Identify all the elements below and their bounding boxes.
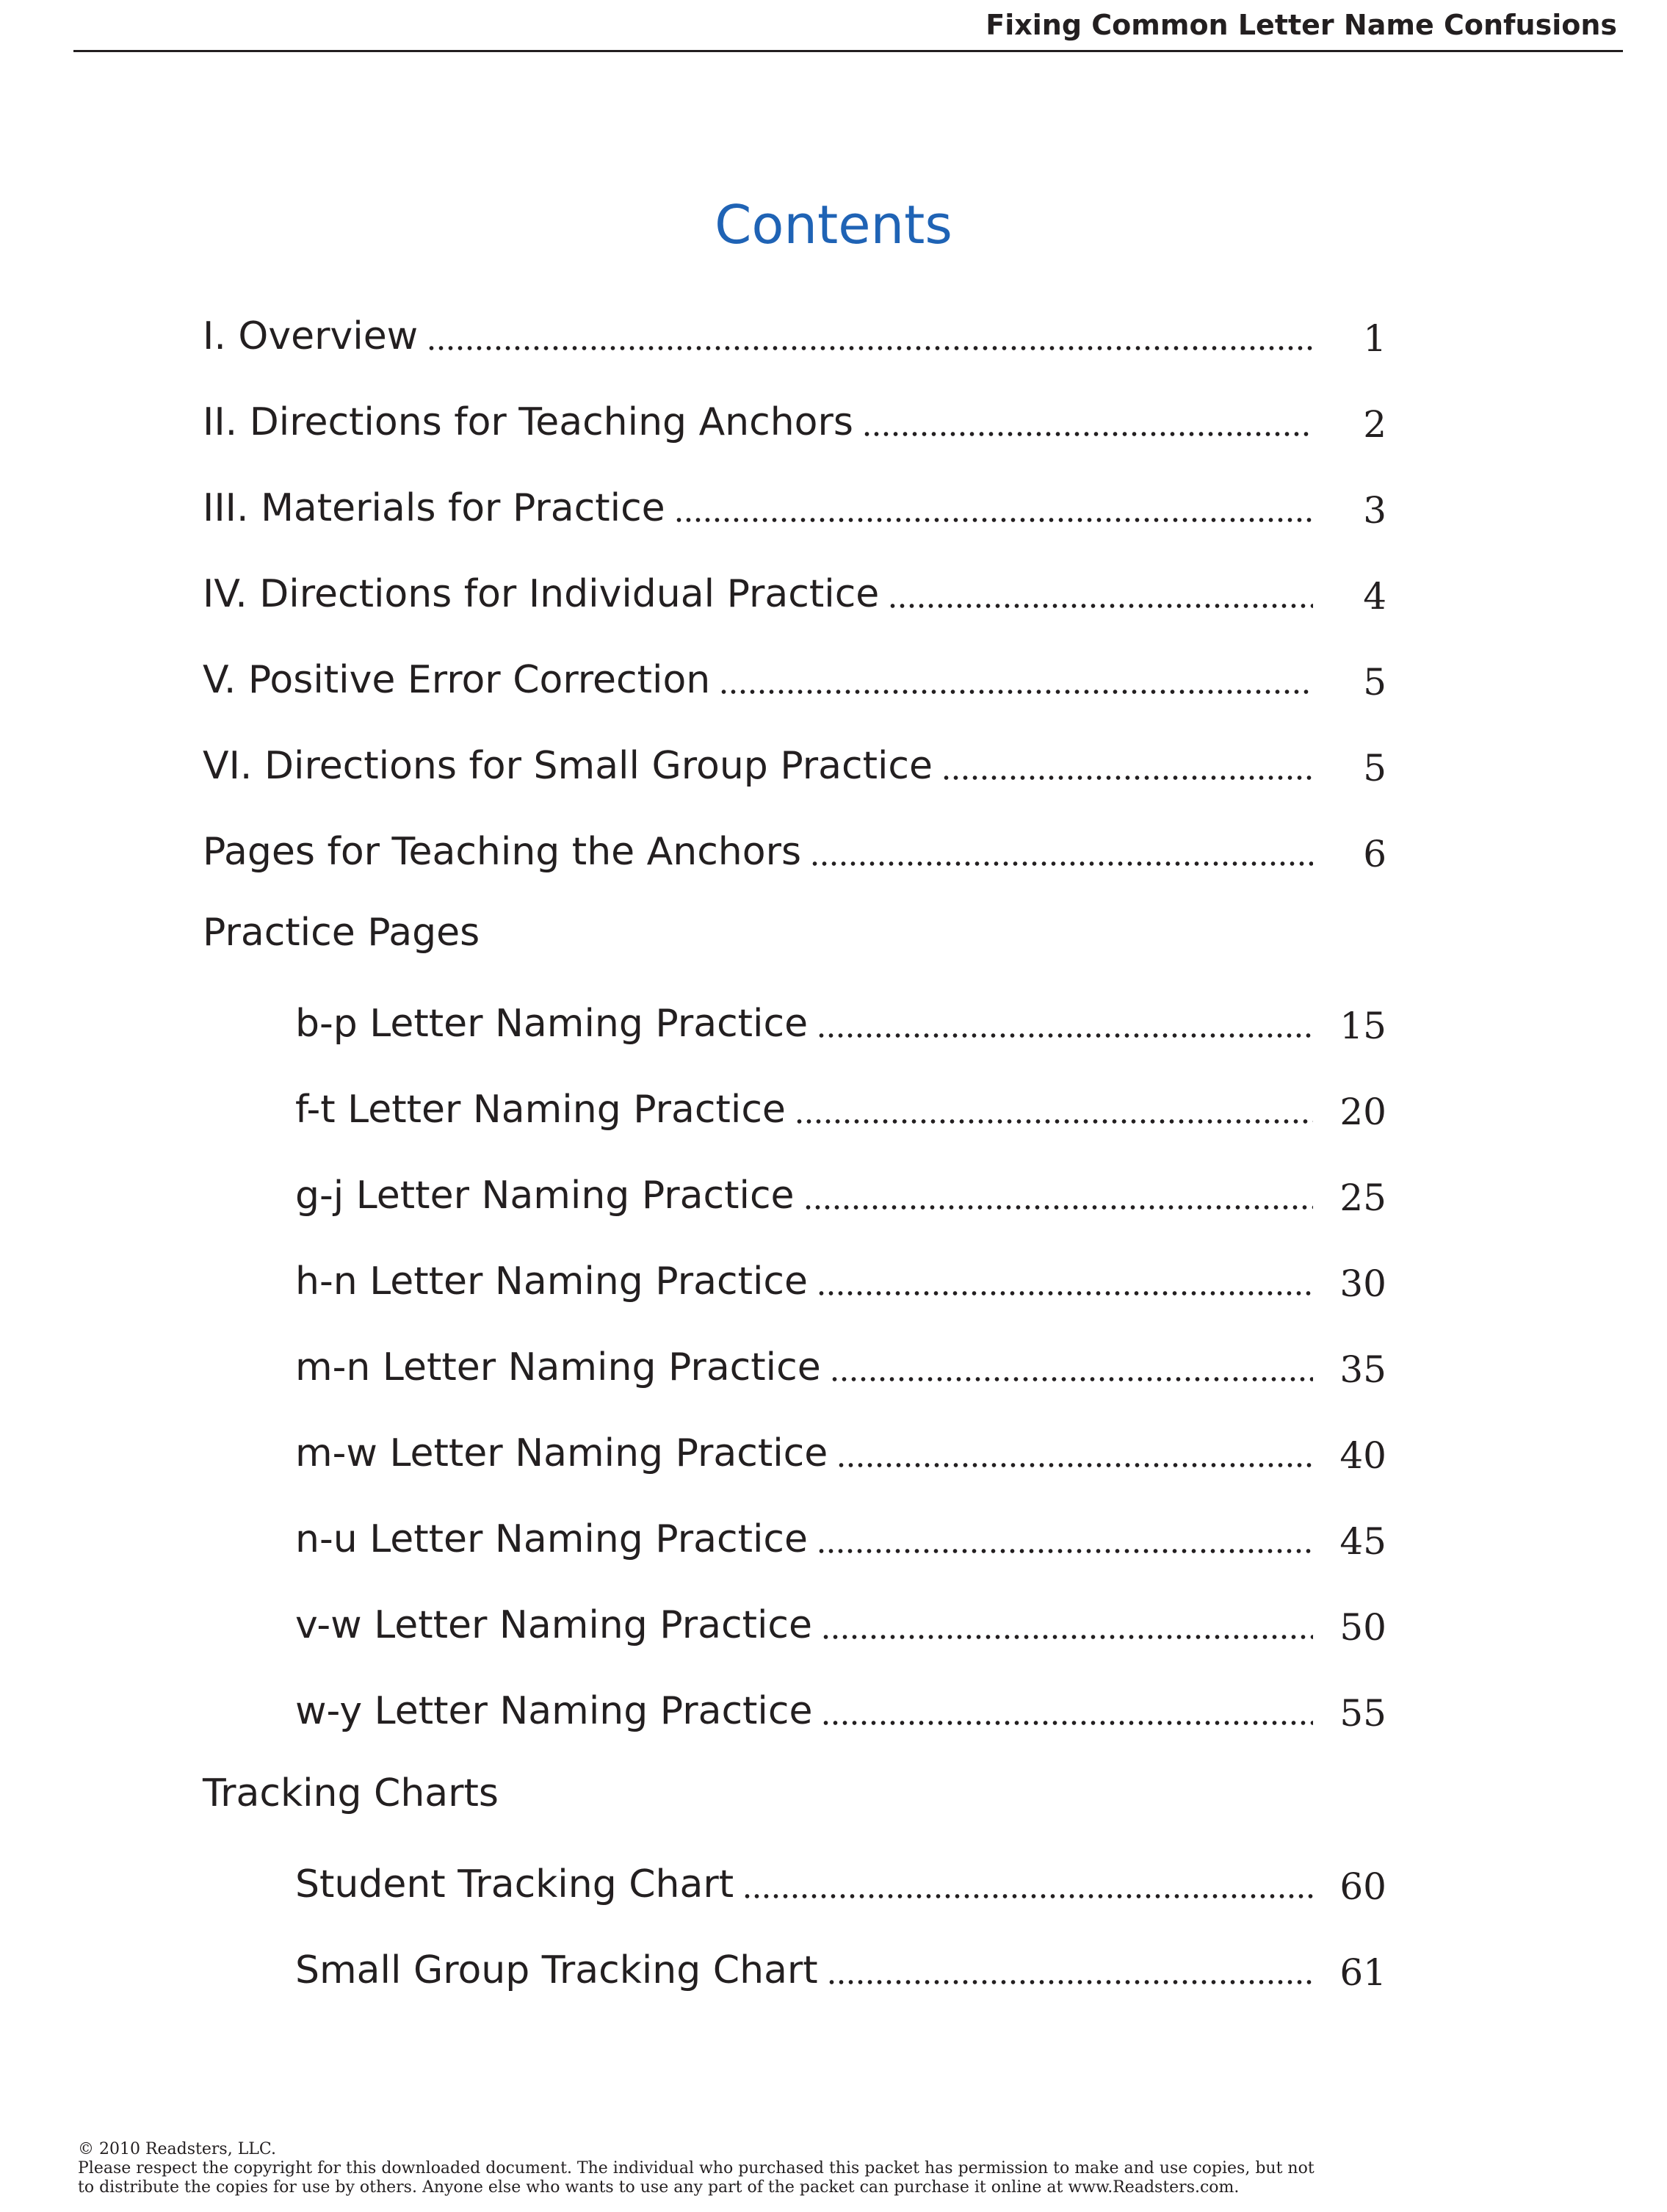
toc-entry-page: 5: [1363, 747, 1386, 789]
header-title: Fixing Common Letter Name Confusions: [986, 9, 1617, 41]
toc-entry-gj[interactable]: [295, 1160, 1386, 1219]
toc-entry-teaching-pages[interactable]: [203, 817, 1386, 875]
toc-entry-label: VI. Directions for Small Group Practice: [203, 744, 933, 788]
toc-dot-leader: [821, 1634, 1313, 1640]
toc-entry-page: 55: [1339, 1692, 1386, 1735]
toc-entry-bp[interactable]: [295, 988, 1386, 1047]
page-title: Contents: [715, 194, 952, 256]
toc-heading-practice: Practice Pages: [203, 911, 480, 955]
toc-dot-leader: [674, 517, 1313, 523]
toc-dot-leader: [817, 1290, 1313, 1296]
toc-entry-label: g-j Letter Naming Practice: [295, 1174, 795, 1218]
toc-dot-leader: [810, 861, 1313, 867]
toc-dot-leader: [817, 1033, 1313, 1038]
toc-dot-leader: [888, 603, 1313, 609]
toc-entry-error-correction[interactable]: [203, 645, 1386, 704]
toc-entry-small-group[interactable]: [203, 731, 1386, 789]
toc-entry-page: 6: [1363, 833, 1386, 875]
toc-dot-leader: [830, 1376, 1313, 1382]
toc-entry-page: 60: [1339, 1865, 1386, 1908]
toc-entry-label: IV. Directions for Individual Practice: [203, 572, 880, 616]
toc-entry-page: 2: [1363, 403, 1386, 446]
toc-entry-page: 45: [1339, 1520, 1386, 1563]
toc-entry-materials[interactable]: [203, 473, 1386, 532]
toc-entry-page: 1: [1363, 317, 1386, 360]
toc-entry-page: 40: [1339, 1434, 1386, 1477]
toc-entry-page: 15: [1339, 1005, 1386, 1047]
toc-entry-label: w-y Letter Naming Practice: [295, 1689, 813, 1733]
toc-entry-label: Pages for Teaching the Anchors: [203, 830, 802, 874]
toc-entry-mw[interactable]: [295, 1418, 1386, 1477]
toc-entry-label: Small Group Tracking Chart: [295, 1948, 818, 1992]
toc-entry-page: 35: [1339, 1348, 1386, 1391]
toc-entry-page: 25: [1339, 1177, 1386, 1219]
toc-entry-page: 3: [1363, 489, 1386, 532]
toc-entry-label: n-u Letter Naming Practice: [295, 1517, 808, 1561]
toc-entry-page: 50: [1339, 1606, 1386, 1649]
toc-dot-leader: [817, 1548, 1313, 1554]
toc-dot-leader: [719, 689, 1313, 695]
toc-dot-leader: [836, 1462, 1313, 1468]
toc-entry-label: v-w Letter Naming Practice: [295, 1603, 812, 1647]
toc-entry-page: 5: [1363, 661, 1386, 704]
toc-entry-overview[interactable]: [203, 301, 1386, 360]
toc-entry-label: f-t Letter Naming Practice: [295, 1088, 786, 1132]
toc-dot-leader: [941, 775, 1313, 781]
toc-entry-label: III. Materials for Practice: [203, 486, 665, 530]
toc-entry-page: 30: [1339, 1262, 1386, 1305]
toc-entry-wy[interactable]: [295, 1676, 1386, 1735]
page-footer: [78, 2140, 1444, 2197]
toc-entry-vw[interactable]: [295, 1590, 1386, 1649]
toc-dot-leader: [862, 431, 1313, 437]
toc-entry-label: b-p Letter Naming Practice: [295, 1002, 809, 1046]
toc-dot-leader: [795, 1118, 1313, 1124]
toc-entry-mn[interactable]: [295, 1332, 1386, 1391]
toc-heading-tracking: Tracking Charts: [203, 1771, 499, 1815]
toc-entry-group-tracking[interactable]: [295, 1935, 1386, 1994]
toc-entry-nu[interactable]: [295, 1504, 1386, 1563]
toc-entry-label: Student Tracking Chart: [295, 1862, 734, 1906]
footer-notice-line-1: Please respect the copyright for this downloaded document. The individual who purchased this packet has permission to make and use copies, but not: [78, 2159, 1315, 2177]
toc-entry-ft[interactable]: [295, 1074, 1386, 1133]
footer-notice-line-2: to distribute the copies for use by others. Anyone else who wants to use any part of the packet can purchase it online at www.Readsters.com.: [78, 2178, 1240, 2197]
toc-entry-hn[interactable]: [295, 1246, 1386, 1305]
toc-entry-teaching-anchors[interactable]: [203, 387, 1386, 446]
toc-dot-leader: [803, 1204, 1313, 1210]
toc-entry-page: 4: [1363, 575, 1386, 618]
toc-entry-student-tracking[interactable]: [295, 1849, 1386, 1908]
footer-copyright: © 2010 Readsters, LLC.: [78, 2140, 276, 2158]
toc-entry-individual-practice[interactable]: [203, 559, 1386, 618]
toc-dot-leader: [742, 1893, 1313, 1899]
toc-entry-label: I. Overview: [203, 314, 419, 358]
toc-entry-page: 20: [1339, 1091, 1386, 1133]
toc-entry-label: II. Directions for Teaching Anchors: [203, 400, 853, 444]
toc-entry-label: m-n Letter Naming Practice: [295, 1345, 821, 1389]
toc-dot-leader: [427, 345, 1313, 351]
toc-dot-leader: [821, 1720, 1313, 1726]
toc-entry-page: 61: [1339, 1951, 1386, 1994]
toc-entry-label: V. Positive Error Correction: [203, 658, 711, 702]
toc-entry-label: h-n Letter Naming Practice: [295, 1259, 808, 1304]
toc-entry-label: m-w Letter Naming Practice: [295, 1431, 828, 1475]
toc-dot-leader: [827, 1979, 1313, 1985]
